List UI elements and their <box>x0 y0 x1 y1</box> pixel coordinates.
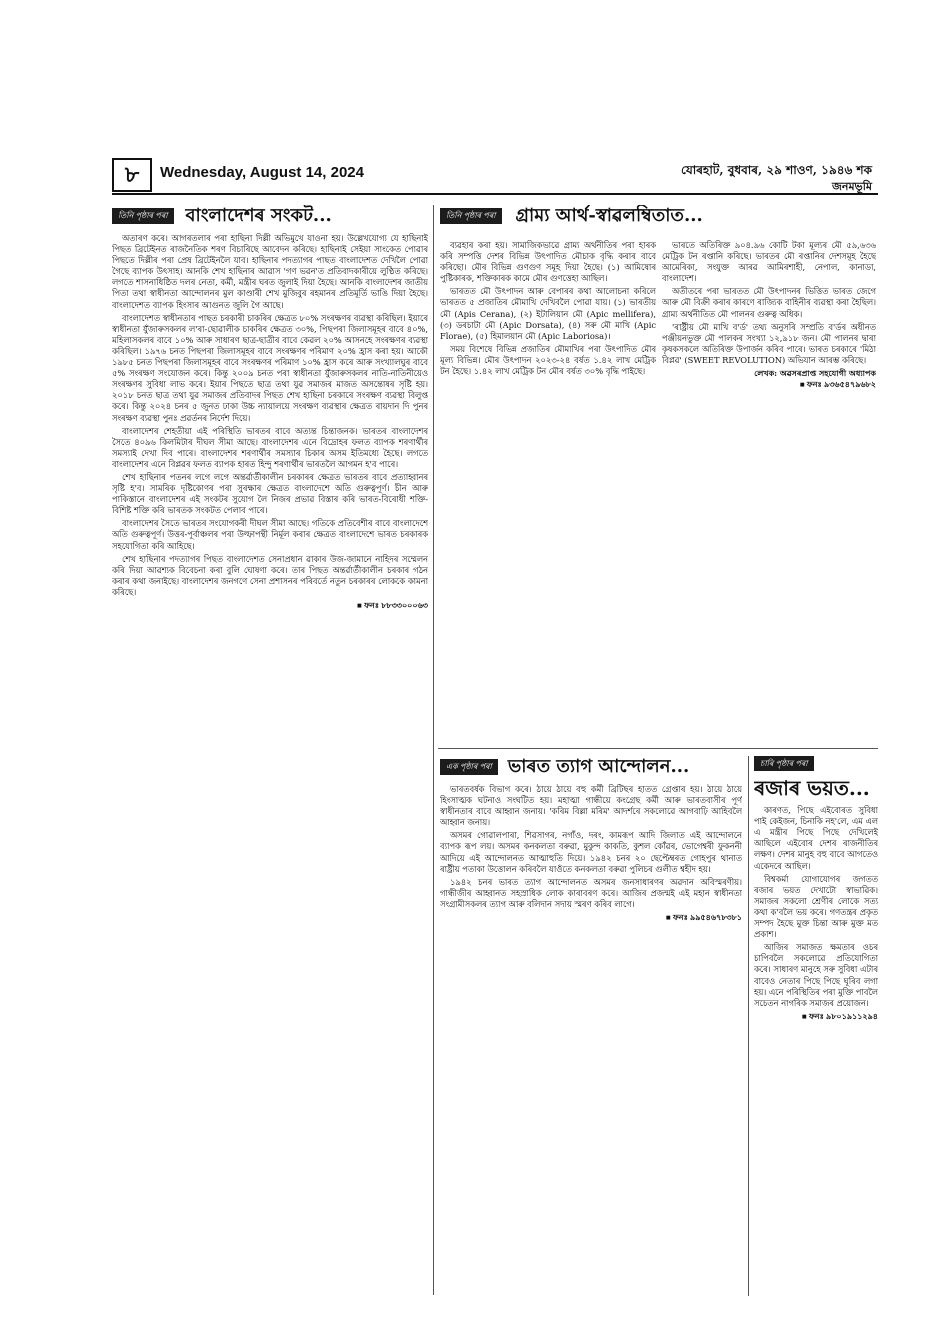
paragraph: ১৯৪২ চনৰ ভাৰত ত্যাগ আন্দোলনত অসমৰ জনসাধাৰণৰ অৱদান অবিস্মৰণীয়। গান্ধীজীৰ আহ্বানত সহস্ৰাধিক লোক কাৰাবৰণ কৰে। আজিৰ প্ৰজন্মই এই মহান স্বাধীনতা সংগ্ৰামীসকলৰ ত্যাগ আৰু বলিদান সদায় স্মৰণ কৰিব লাগে। <box>440 876 742 909</box>
paragraph: ভাৰতে অতিৰিক্ত ৯০৪.৯৬ কোটি টকা মূল্যৰ মৌ ৫৯,৬৩৬ মেট্ৰিক টন ৰপ্তানি কৰিছে। ভাৰতৰ মৌ ৰপ্তানিৰ দেশসমূহ হৈছে আমেৰিকা, সংযুক্ত আৰৱ আমিৰশাহী, নেপাল, কানাডা, বাংলাদেশ। <box>662 240 876 284</box>
paragraph: কাৰণত, পিছে এইবোৰত সুবিধা পাই কেইজন, চিনাকি নহ'লে, এম এল এ মন্ত্ৰীৰ পিছে পিছে দেখিলেই আছিলে এইবোৰ দেশৰ ৰাজনীতিৰ লক্ষণ। দেশৰ মানুহ বহু বাবে আগতেও একেদৰে আছিল। <box>754 805 878 871</box>
article-rural-body <box>440 240 656 745</box>
paragraph: অতীতৰে পৰা ভাৰতত মৌ উৎপাদনৰ ভিত্তিত ভাৰত জেগে আৰু মৌ বিক্ৰী কৰাৰ কাৰণে ৰাজ্যিক বাহিনীৰ ব্যৱস্থা কৰা হৈছিল। গ্ৰাম্য অৰ্থনীতিত মৌ পালনৰ গুৰুত্ব অধিক। <box>662 286 876 319</box>
continued-tag: তিনি পৃষ্ঠাৰ পৰা <box>112 208 174 223</box>
article-rural-body-right <box>662 240 876 745</box>
section-divider <box>438 748 878 749</box>
header-rule <box>112 193 878 195</box>
page-header <box>112 158 872 192</box>
article-title: বাংলাদেশৰ সংকট... <box>185 205 332 226</box>
column-divider <box>433 205 434 1295</box>
paragraph: বিশ্বকৰ্মা যোগাযোগৰ জগতত ৰজাৰ ভয়ত দেখাটো স্বাভাৱিক। সমাজৰ সকলো শ্ৰেণীৰ লোকে সত্য কথা ক'বলৈ ভয় কৰে। গণতন্ত্ৰৰ প্ৰকৃত সম্পদ হৈছে মুক্ত চিন্তা আৰু মুক্ত মত প্ৰকাশ। <box>754 873 878 940</box>
paragraph: অসমৰ গোৱালপাৰা, শিৱসাগৰ, নগাঁও, দৰং, কামৰূপ আদি জিলাত এই আন্দোলনে ব্যাপক ৰূপ লয়। অসমৰ কনকলতা বৰুৱা, মুকুন্দ কাকতি, কুশল কোঁৱৰ, ভোগেশ্বৰী ফুকননী আদিয়ে এই আন্দোলনত আত্মাহুতি দিয়ে। ১৯৪২ চনৰ ২০ ছেপ্টেম্বৰত গোহপুৰ থানাত ৰাষ্ট্ৰীয় পতাকা উত্তোলন কৰিবলৈ যাওঁতে কনকলতা বৰুৱা পুলিচৰ গুলীত শ্বহীদ হয়। <box>440 830 742 874</box>
phone-number: ■ ফনঃ ৮৮৩৩০০০৬৩ <box>357 601 428 610</box>
paragraph: বাংলাদেশত স্বাধীনতাৰ পাছত চৰকাৰী চাকৰিৰ ক্ষেত্ৰত ৮০% সংৰক্ষণৰ ব্যৱস্থা কৰিছিল। ইয়াৰে স্বাধীনতা যুঁজাৰুসকলৰ ল'ৰা-ছোৱালীক চাকৰিৰ ক্ষেত্ৰত ৩০%, পিছপৰা জিলাসমূহৰ বাবে ৪০%, মহিলাসকলৰ বাবে ১০% আৰু সাধাৰণ ছাত্ৰ-ছাত্ৰীৰ বাবে কেৱল ২০% আসনহে সংৰক্ষণৰ ব্যৱস্থা কৰিছিল। ১৯৭৬ চনত পিছপৰা জিলাসমূহৰ বাবে সংৰক্ষণৰ পৰিমাণ ২০% হ্ৰাস কৰা হয়। আকৌ ১৯৮৫ চনত পিছপৰা জিলাসমূহৰ বাবে সংৰক্ষণৰ পৰিমাণ ১০% হ্ৰাস কৰে আৰু সংখ্যালঘুৰ বাবে ৫% সংৰক্ষণ সংযোজন কৰে। কিন্তু ২০০৯ চনত পৰা স্বাধীনতা যুঁজাৰুসকলৰ নাতি-নাতিনীয়েও সংৰক্ষণৰ সুবিধা লাভ কৰে। ইয়াৰ পিছতে ছাত্ৰ তথা যুৱ সমাজৰ মাজত অসন্তোষৰ সৃষ্টি হয়। ২০১৮ চনত ছাত্ৰ তথা যুৱ সমাজৰ প্ৰতিবাদৰ পিছত শেখ হাছিনা চৰকাৰে সংৰক্ষণ ব্যৱস্থা বিলুপ্ত কৰে। কিন্তু ২০২৪ চনৰ ৫ জুনত ঢাকা উচ্চ ন্যায়ালয়ে সংৰক্ষণ ব্যৱস্থাৰ ক্ষেত্ৰত ৰায়দান দি পুনৰ সংৰক্ষণ ব্যৱস্থা পুনঃ প্ৰৱৰ্তনৰ নিৰ্দেশ দিয়ে। <box>112 312 428 423</box>
masthead-logo: জনমভূমি <box>832 180 872 193</box>
continued-tag-wrap <box>754 756 878 771</box>
author-byline: লেখক: অৱসৰপ্ৰাপ্ত সহযোগী অধ্যাপক <box>754 368 876 379</box>
phone-number: ■ ফনঃ ৯৯৫৪৬৭৮৩৮১ <box>665 913 742 923</box>
paragraph: সময় বিশেষে বিভিন্ন প্ৰজাতিৰ মৌমাখিৰ পৰা উৎপাদিত মৌৰ মূল্য বিভিন্ন। মৌৰ উৎপাদন ২০২৩-২৪ বৰ্ষত ১.৪২ লাখ মেট্ৰিক টন হৈছে। ১.৪২ লাখ মেট্ৰিক টন মৌৰ বৰ্ষত ৩০% বৃদ্ধি পাইছে। <box>440 343 656 377</box>
article-title: ভাৰত ত্যাগ আন্দোলন... <box>507 756 690 777</box>
article-bangladesh <box>112 205 428 1297</box>
issue-date: Wednesday, August 14, 2024 <box>160 164 364 181</box>
continued-tag: তিনি পৃষ্ঠাৰ পৰা <box>440 208 502 223</box>
paragraph: ব্যৱহাৰ কৰা হয়। সামাজিকভাৱে গ্ৰাম্য অৰ্থনীতিৰ পৰা হাৰক কৰি সম্পত্তি দেশৰ বিভিন্ন উৎপাদিত মৌচাক বৃদ্ধি কৰাৰ বাবে কৰিছো। মৌৰ বিভিন্ন গুণগুণ সমূহ দিয়া হৈছে। (১) আমিষোৰ পুষ্টিকাৰক, শক্তিকাৰক কামে মৌৰ গুণত্তেহা আছিল। <box>440 240 656 284</box>
paragraph: বাংলাদেশৰ সৈতে ভাৰতৰ সংযোগকৰী দীঘল সীমা আছে। গতিকে প্ৰতিবেশীৰ বাবে বাংলাদেশে অতি গুৰুত্বপূৰ্ণ। উত্তৰ-পূৰ্বাঞ্চলৰ পৰা উল্ফাপন্থী নিৰ্মূল কৰাৰ ক্ষেত্ৰত বাংলাদেশে ভাৰত চৰকাৰক সহযোগিতা কৰি আহিছে। <box>112 518 428 551</box>
continued-tag: এক পৃষ্ঠাৰ পৰা <box>440 759 498 774</box>
paragraph: বাংলাদেশৰ শেহতীয়া এই পৰিস্থিতি ভাৰতৰ বাবে অত্যন্ত চিন্তাজনক। ভাৰতৰ বাংলাদেশৰ সৈতে ৪০৯৬ কিলমিটাৰ দীঘল সীমা আছে। বাংলাদেশৰ এনে বিদ্ৰোহৰ ফলত ব্যাপক শৰণাৰ্থীৰ সমস্যাই দেখা দিব পাৰে। বাংলাদেশৰ শৰণাৰ্থীৰ সমস্যাৰ চিকাৰ অসম ইতিমধ্যে হৈছে। লগতে বাংলাদেশৰ এনে বিপ্লৱৰ ফলত ব্যাপক হাৰত হিন্দু শৰণাৰ্থীৰ ভাৰতলৈ আগমন হ'ব পাৰে। <box>112 425 428 469</box>
paragraph: 'ৰাষ্ট্ৰীয় মৌ মাখি ব'ৰ্ড' তথ্য অনুসৰি সম্প্ৰতি ব'ৰ্ডৰ অধীনত পঞ্জীয়নভুক্ত মৌ পালকৰ সংখ্যা ১২,৯১৮ জন। মৌ পালনৰ দ্বাৰা কৃষকসকলে অতিৰিক্ত উপাৰ্জন কৰিব পাৰে। ভাৰত চৰকাৰে 'মিঠা বিপ্লৱ' (SWEET REVOLUTION) অভিযান আৰম্ভ কৰিছে। <box>662 321 876 365</box>
page-number: ৮ <box>112 158 152 192</box>
article-rural-header <box>440 205 876 237</box>
article-title: গ্ৰাম্য আৰ্থ-স্বাৱলম্বিতাত... <box>515 205 703 226</box>
article-king-fear <box>754 756 878 1296</box>
paragraph: অতাৰণ কৰে। আগৰতলাৰ পৰা হাছিনা দিল্লী অভিমুখে যাওনা হয়। উল্লেখযোগ্য যে হাছিনাই পিছত ব্ৰিটেইনত ৰাজনৈতিক শৰণ বিচাৰিছে আবেদন কৰিছে। হাছিনাই সেইয়া সাংকেত পোৱাৰ পিছতে দিল্লীৰ পৰা প্ৰেষ ব্ৰিটেইনলৈ যাব। হাছিনাৰ পদত্যাগৰ পাছত বাংলাদেশত দেখিলৈ পোৱা গৈছে ব্যাপক উৎসাহ। আনকি শেখ হাছিনাৰ আৱাস 'গণ ভৱন'ত প্ৰতিবাদকাৰীয়ে লুণ্ঠিত কৰিছে। লগতে শাসনাধিষ্ঠিত দলৰ নেতা, কৰ্মী, মন্ত্ৰীৰ ঘৰত জুলাই দিয়া হৈছে। আনকি বাংলাদেশৰ জাতীয় পিতা তথা স্বাধীনতা আন্দোলনৰ মুল কাণ্ডাৰী শেখ মুজিবুৰ ৰহমানৰ প্ৰতিমূৰ্তি ভাঙি দিয়া হৈছে। বাংলাদেশত ব্যাপক হিংসাৰ আগুনত জুলি গৈ আছে। <box>112 233 428 310</box>
paragraph: শেখ হাছিনাৰ পদত্যাগৰ পিছত বাংলাদেশত সেনাপ্ৰধান ৱাকাৰ উজ-জামানে নাহিদৰ সম্মেলন কৰি দিয়া আৱশ্যক বিবেচনা কৰা বুলি ঘোষণা কৰে। তাৰ পিছত অন্তৰ্ৱাৰ্তীকালীন চৰকাৰ গঠন কৰাৰ কথা জনাইছে। বাংলাদেশৰ জনগণে সেনা প্ৰশাসনৰ পৰিবৰ্তে নতুন চৰকাৰৰ লোককে কামনা কৰিছে। <box>112 553 428 597</box>
paragraph: আজিৰ সমাজত ক্ষমতাৰ ওচৰ চাপিবলৈ সকলোৱে প্ৰতিযোগিতা কৰে। সাধাৰণ মানুহে সৰু সুবিধা এটাৰ বাবেও নেতাৰ পিছে পিছে ঘূৰিব লগা হয়। এনে পৰিস্থিতিৰ পৰা মুক্তি পাবলৈ সচেতন নাগৰিক সমাজৰ প্ৰয়োজন। <box>754 942 878 1008</box>
article-quit-india <box>440 756 742 1296</box>
place-date: যোৰহাট, বুধবাৰ, ২৯ শাওণ, ১৯৪৬ শক <box>681 163 872 177</box>
column-divider <box>748 756 749 1296</box>
paragraph: ভাৰতবৰ্ষক বিভাগ কৰে। ঠায়ে ঠায়ে বহু কৰ্মী ব্ৰিটিছৰ হাতত গ্ৰেপ্তাৰ হয়। ঠায়ে ঠায়ে হিংসাত্মক ঘটনাও সংঘটিত হয়। মহাত্মা গান্ধীয়ে কংগ্ৰেছ কৰ্মী আৰু ভাৰতবাসীৰ পূৰ্ণ স্বাধীনতাৰ বাবে আহ্বান জনায়। 'কৰিম বিল্লা মৰিম' আদৰ্শৰে সকলোৱে আগবাঢ়ি আহিবলৈ আহ্বান জনায়। <box>440 784 742 828</box>
paragraph: শেখ হাছিনাৰ পতনৰ লগে লগে অন্তৰ্ৱাৰ্তীকালীন চৰকাৰৰ ক্ষেত্ৰত ভাৰতৰ বাবে প্ৰত্যাহ্বানৰ সৃষ্টি হ'ব। সামৰিক দৃষ্টিকোণৰ পৰা সুৰক্ষাৰ ক্ষেত্ৰত বাংলাদেশে অতি গুৰুত্বপূৰ্ণ। চীন আৰু পাকিস্তানে বাংলাদেশৰ এই সংকটৰ সুযোগ লৈ নিজৰ প্ৰভাৱ বিস্তাৰ কৰি ভাৰত-বিৰোধী শক্তি-বিশিষ্ট শক্তি কৰি ভাৰতক সংকটত পেলাব পাৰে। <box>112 471 428 516</box>
article-title: ৰজাৰ ভয়ত... <box>754 776 870 801</box>
phone-number: ■ ফনঃ ৯৩৬৫৪৭৯৬৮২ <box>799 380 876 390</box>
paragraph: ভাৰতত মৌ উৎপাদন আৰু বেপাৰৰ কথা আলোচনা কৰিলে ভাৰতত ৫ প্ৰজাতিৰ মৌমাখি দেখিবলৈ পোৱা যায়। (১) ভাৰতীয় মৌ (Apis Cerana), (২) ইটালিয়ান মৌ (Apic mellifera), (৩) ডৰচাটা মৌ (Apic Dorsata), (৪) সৰু মৌ মাখি (Apic Florae), (৫) হিমালয়ান মৌ (Apic Laboriosa)। <box>440 286 656 341</box>
phone-number: ■ ফনঃ ৯৮০১৯১১২৯৪ <box>801 1011 878 1021</box>
continued-tag: চাৰি পৃষ্ঠাৰ পৰা <box>754 756 814 771</box>
